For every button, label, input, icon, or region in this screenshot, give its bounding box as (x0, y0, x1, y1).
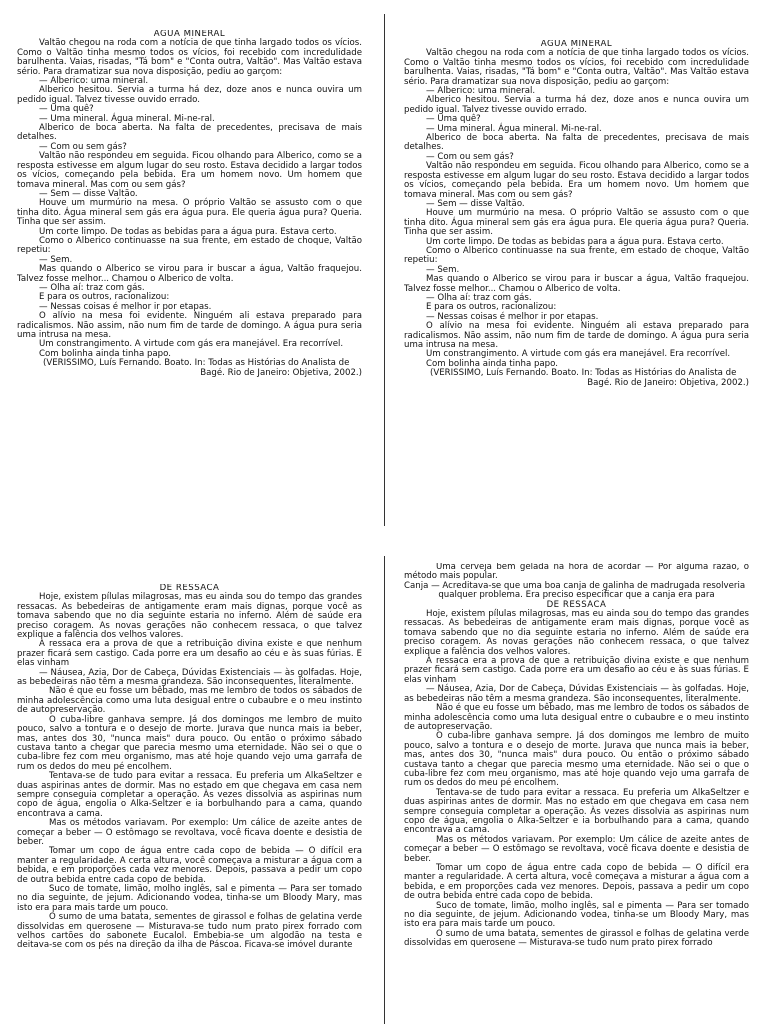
paragraph: Mas quando o Alberico se virou para ir buscar a água, Valtão fraquejou. Talvez fosse melhor... Chamou o Alberico de volta. (17, 264, 362, 284)
column-divider (384, 14, 385, 526)
paragraph: — Sem. (39, 254, 73, 265)
paragraph: Tomar um copo de água entre cada copo de bebida — O difícil era manter a regularidade. A certa altura, você começava a misturar a água com a bebida, e em proporções cada vez menores. Depois, passava a pedir um copo de outra bebida entre cada copo de bebida. (17, 846, 362, 885)
paragraph: — Uma quê? (39, 104, 94, 115)
paragraph: Tentava-se de tudo para evitar a ressaca. Eu preferia um AlkaSeltzer e duas aspirinas antes de dormir. Mas no estado em que chegava em casa nem sempre conseguia completar a operação. Às vezes dissolvia as aspirinas num copo de água, engolia o Alka-Seltzer e ia borbulhando para a cama, quando encontrava a cama. (404, 787, 749, 836)
page-title: DE RESSACA (546, 599, 607, 610)
paragraph: Valtão chegou na roda com a notícia de que tinha largado todos os vícios. Como o Valtão tinha mesmo todos os vícios, foi recebido com incredulidade barulhenta. Vaias, risadas, "Tá bom" e "Conta outra, Valtão". Mas Valtão estava sério. Para dramatizar sua nova disposição, pediu ao garçom: (17, 38, 362, 77)
paragraph: Suco de tomate, limão, molho inglês, sal e pimenta — Para ser tomado no dia seguinte, de jejum. Adicionando vodea, tinha-se um Bloody Mary, mas isto era para mais tarde um pouco. (17, 884, 362, 913)
paragraph: — Sem — disse Valtão. (39, 188, 138, 199)
paragraph: Um constrangimento. A virtude com gás era manejável. Era recorrível. (39, 339, 344, 350)
paragraph: Com bolinha ainda tinha papo. (39, 348, 171, 359)
paragraph: Mas os métodos variavam. Por exemplo: Um cálice de azeite antes de começar a beber — O estômago se revoltava, você ficava doente e desistia de beber. (17, 818, 362, 847)
paragraph: Uma cerveja bem gelada na hora de acordar — Por alguma razão, o método mais popular. (404, 563, 749, 582)
paragraph: — Sem — disse Valtão. (426, 198, 525, 209)
paragraph: E para os outros, racionalizou: (426, 302, 557, 313)
page-de-ressaca-left (17, 584, 362, 1024)
paragraph: — Nessas coisas é melhor ir por etapas. (39, 301, 212, 312)
paragraph: Tentava-se de tudo para evitar a ressaca. Eu preferia um AlkaSeltzer e duas aspirinas antes de dormir. Mas no estado em que chegava em casa nem sempre conseguia completar a operação. Às vezes dissolvia as aspirinas num copo de água, engolia o Alka-Seltzer e ia borbulhando para a cama, quando encontrava a cama. (17, 771, 362, 819)
paragraph: Alberico hesitou. Servia a turma há dez, doze anos e nunca ouvira um pedido igual. Talvez tivesse ouvido errado. (17, 85, 362, 105)
paragraph: Com bolinha ainda tinha papo. (426, 358, 558, 369)
paragraph: — Alberico: uma mineral. (39, 76, 149, 87)
paragraph: A ressaca era a prova de que a retribuição divina existe e que nenhum prazer ficará sem castigo. Cada porre era um desafio ao céu e às suas fúrias. E elas vinham (404, 656, 749, 685)
paragraph: Suco de tomate, limão, molho inglês, sal e pimenta — Para ser tomado no dia seguinte, de jejum. Adicionando vodea, tinha-se um Bloody Mary, mas isto era para mais tarde um pouco. (404, 900, 749, 930)
body-text (404, 610, 749, 949)
paragraph: Alberico hesitou. Servia a turma há dez, doze anos e nunca ouvira um pedido igual. Talvez tivesse ouvido errado. (404, 95, 749, 115)
paragraph: A ressaca era a prova de que a retribuição divina existe e que nenhum prazer ficará sem castigo. Cada porre era um desafio ao céu e às suas fúrias. E elas vinham (17, 639, 362, 669)
paragraph: Um corte limpo. De todas as bebidas para a água pura. Estava certo. (39, 226, 337, 237)
paragraph: Um corte limpo. De todas as bebidas para a água pura. Estava certo. (426, 236, 724, 247)
paragraph: Tomar um copo de água entre cada copo de bebida — O difícil era manter a regularidade. A certa altura, você começava a misturar a água com a bebida, e em proporções cada vez menores. Depois, passava a pedir um copo de outra bebida entre cada copo de bebida. (404, 863, 749, 902)
paragraph: Bagé. Rio de Janeiro: Objetiva, 2002.) (587, 377, 749, 388)
paragraph: — Com ou sem gás? (426, 151, 514, 162)
paragraph: O alívio na mesa foi evidente. Ninguém ali estava preparado para radicalismos. Não assim, não num fim de tarde de domingo. A água pura seria uma intrusa na mesa. (404, 321, 749, 350)
paragraph: O sumo de uma batata, sementes de girassol e folhas de gelatina verde dissolvidas em querosene — Misturava-se tudo num prato pirex forrado (404, 928, 749, 949)
paragraph: Não é que eu fosse um bêbado, mas me lembro de todos os sábados de minha adolescência como uma luta desigual entre o cubaubre e o meu instinto de autopreservação. (17, 686, 362, 716)
paragraph: Houve um murmúrio na mesa. O próprio Valtão se assusto com o que tinha dito. Água mineral sem gás era água pura. Ele queria água pura? Queria. Tinha que ser assim. (404, 208, 749, 238)
paragraph: Alberico de boca aberta. Na falta de precedentes, precisava de mais detalhes. (17, 123, 362, 143)
paragraph: — Olha aí: traz com gás. (39, 282, 145, 293)
body-text (17, 39, 362, 378)
paragraph: — Uma mineral. Água mineral. Mi-ne-ral. (426, 123, 602, 134)
body-text (404, 49, 749, 388)
paragraph: Um constrangimento. A virtude com gás era manejável. Era recorrível. (426, 349, 731, 360)
paragraph: Valtão não respondeu em seguida. Ficou olhando para Alberico, como se a resposta estivesse em algum lugar do seu rosto. Estava decidido a largar todos os vícios, começando pela bebida. Era um homem novo. Um homem que tomava mineral. Mas com ou sem gás? (17, 151, 362, 190)
page-agua-mineral-right (404, 40, 749, 510)
paragraph: — Nessas coisas é melhor ir por etapas. (426, 311, 599, 322)
paragraph: (VERISSIMO, Luís Fernando. Boato. In: Todas as Histórias do Analista de (430, 368, 737, 379)
paragraph: Bagé. Rio de Janeiro: Objetiva, 2002.) (200, 367, 362, 378)
paragraph: — Náusea, Azia, Dor de Cabeça, Dúvidas Existenciais — às golfadas. Hoje, as bebedeiras não têm a mesma grandeza. São inconsequentes, literalmente. (17, 667, 362, 688)
paragraph: Canja — Acreditava-se que uma boa canja de galinha de madrugada resolveria (404, 580, 746, 591)
paragraph: O cuba-libre ganhava sempre. Já dos domingos me lembro de muito pouco, salvo a tontura e o desejo de morte. Jurava que nunca mais ia beber, mas, antes dos 30, "nunca mais" dura pouco. Ou então o próximo sábado custava tanto a chegar que parecia mesmo uma eternidade. Não sei o que o cuba-libre fez com meu organismo, mas até hoje quando vejo uma garrafa de rum os dedos do meu pé encolhem. (404, 731, 749, 789)
column-divider (384, 556, 385, 1024)
paragraph: O sumo de uma batata, sementes de girassol e folhas de gelatina verde dissolvidas em querosene — Misturava-se tudo num prato pirex forrado com velhos cartões do sabonete Eucalol. Embebia-se um algodão na testa e deitava-se com os pés na direção da ilha de Páscoa. Ficava-se imóvel durante (17, 912, 362, 951)
paragraph: Valtão não respondeu em seguida. Ficou olhando para Alberico, como se a resposta estivesse em algum lugar do seu rosto. Estava decidido a largar todos os vícios, começando pela bebida. Era um homem novo. Um homem que tomava mineral. Mas com ou sem gás? (404, 161, 749, 200)
paragraph: (VERISSIMO, Luís Fernando. Boato. In: Todas as Histórias do Analista de (43, 358, 350, 369)
paragraph: Hoje, existem pílulas milagrosas, mas eu ainda sou do tempo das grandes ressacas. As bebedeiras de antigamente eram mais dignas, porque você as tomava sabendo que no dia seguinte estaria no inferno. Além de saúde era preciso coragem. As novas gerações não conhecem ressaca, o que talvez explique a falência dos velhos valores. (17, 592, 362, 641)
page-title: DE RESSACA (159, 584, 220, 593)
paragraph: — Olha aí: traz com gás. (426, 292, 532, 303)
paragraph: O cuba-libre ganhava sempre. Já dos domingos me lembro de muito pouco, salvo a tontura e o desejo de morte. Jurava que nunca mais ia beber, mas, antes dos 30, "nunca mais" dura pouco. Ou então o próximo sábado custava tanto a chegar que parecia mesmo uma eternidade. Não sei o que o cuba-libre fez com meu organismo, mas até hoje quando vejo uma garrafa de rum os dedos do meu pé encolhem. (17, 714, 362, 772)
body-text (17, 593, 362, 950)
paragraph: Não é que eu fosse um bêbado, mas me lembro de todos os sábados de minha adolescência como uma luta desigual entre o cubaubre e o meu instinto de autopreservação. (404, 703, 749, 732)
paragraph: E para os outros, racionalizou: (39, 292, 170, 303)
paragraph: — Náusea, Azia, Dor de Cabeça, Dúvidas Existenciais — às golfadas. Hoje, as bebedeiras não têm a mesma grandeza. São inconsequentes, literalmente. (404, 684, 749, 704)
paragraph: Valtão chegou na roda com a notícia de que tinha largado todos os vícios. Como o Valtão tinha mesmo todos os vícios, foi recebido com incredulidade barulhenta. Vaias, risadas, "Tá bom" e "Conta outra, Valtão". Mas Valtão estava sério. Para dramatizar sua nova disposição, pediu ao garçom: (404, 48, 749, 87)
paragraph: qualquer problema. Era preciso especificar que a canja era para (438, 590, 715, 601)
paragraph: Hoje, existem pílulas milagrosas, mas eu ainda sou do tempo das grandes ressacas. As bebedeiras de antigamente eram mais dignas, porque você as tomava sabendo que no dia seguinte estaria no inferno. Além de saúde era preciso coragem. As novas gerações não conhecem ressaca, o que talvez explique a falência dos velhos valores. (404, 609, 749, 657)
paragraph: Como o Alberico continuasse na sua frente, em estado de choque, Valtão repetiu: (404, 245, 749, 266)
paragraph: — Com ou sem gás? (39, 141, 127, 152)
paragraph: — Uma quê? (426, 114, 481, 125)
paragraph: — Alberico: uma mineral. (426, 86, 536, 97)
paragraph: Mas quando o Alberico se virou para ir buscar a água, Valtão fraquejou. Talvez fosse melhor... Chamou o Alberico de volta. (404, 274, 749, 294)
paragraph: Alberico de boca aberta. Na falta de precedentes, precisava de mais detalhes. (404, 133, 749, 153)
page-title: ÁGUA MINERAL (153, 30, 226, 39)
paragraph: O alívio na mesa foi evidente. Ninguém ali estava preparado para radicalismos. Não assim, não num fim de tarde de domingo. A água pura seria uma intrusa na mesa. (17, 311, 362, 340)
paragraph: Como o Alberico continuasse na sua frente, em estado de choque, Valtão repetiu: (17, 235, 362, 256)
paragraph: — Uma mineral. Água mineral. Mi-ne-ral. (39, 113, 215, 124)
paragraph: Mas os métodos variavam. Por exemplo: Um cálice de azeite antes de começar a beber — O estômago se revoltava, você ficava doente e desistia de beber. (404, 834, 749, 864)
paragraph: — Sem. (426, 264, 460, 275)
intro-text (404, 563, 749, 601)
paragraph: Houve um murmúrio na mesa. O próprio Valtão se assusto com o que tinha dito. Água mineral sem gás era água pura. Ele queria água pura? Queria. Tinha que ser assim. (17, 198, 362, 228)
page-title: ÁGUA MINERAL (540, 40, 613, 49)
page-de-ressaca-right (404, 563, 749, 1024)
page-agua-mineral-left (17, 30, 362, 500)
